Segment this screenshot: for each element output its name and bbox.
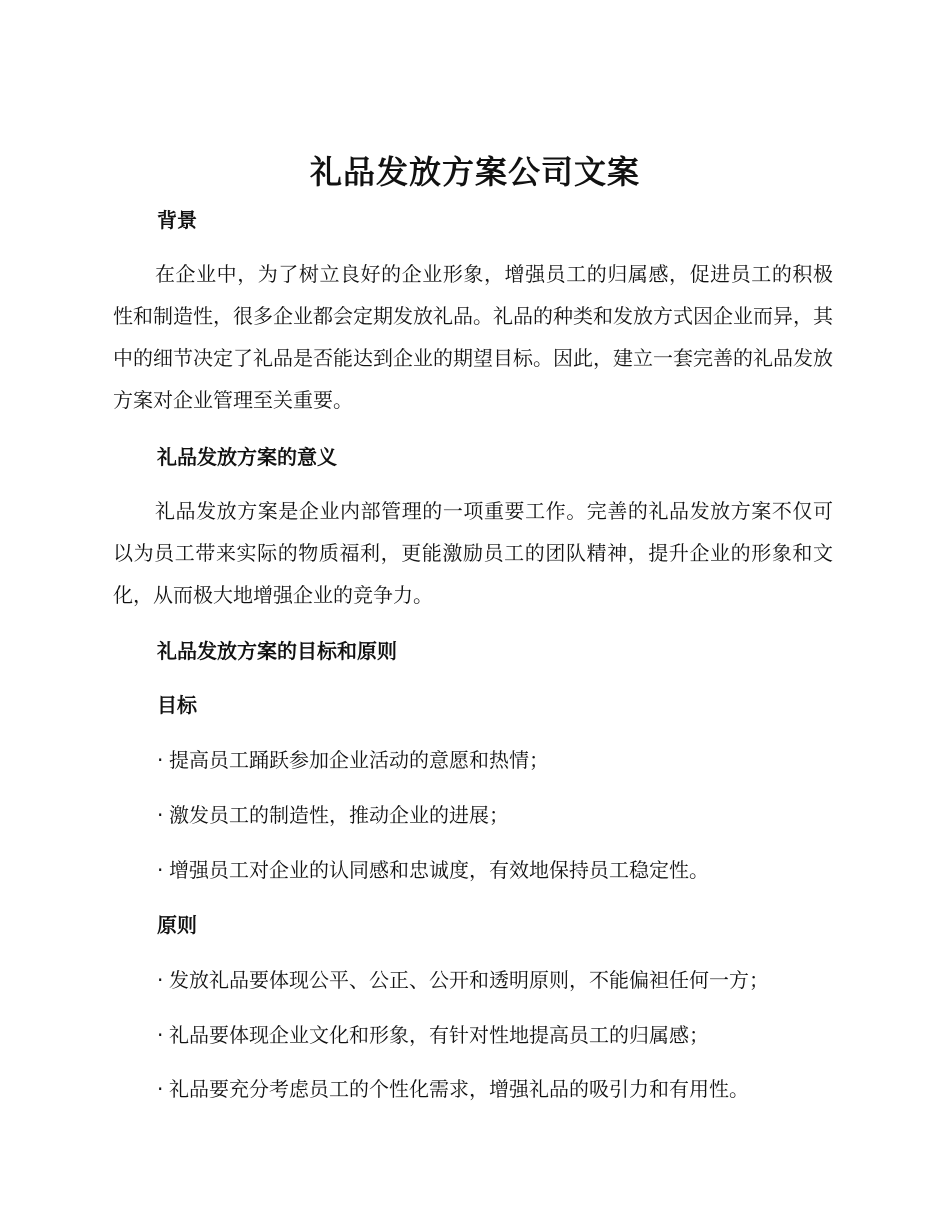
goal-text: 提高员工踊跃参加企业活动的意愿和热情； (169, 748, 549, 772)
goal-list-item (157, 746, 549, 774)
document-title: 礼品发放方案公司文案 (309, 153, 640, 191)
bullet-marker: · (157, 803, 164, 827)
bullet-marker: · (157, 1023, 164, 1047)
bullet-marker: · (157, 858, 164, 882)
bullet-marker: · (157, 748, 164, 772)
principle-text: 礼品要充分考虑员工的个性化需求，增强礼品的吸引力和有用性。 (169, 1077, 749, 1101)
bullet-marker: · (157, 968, 164, 992)
bullet-marker: · (157, 1077, 164, 1101)
principle-text: 礼品要体现企业文化和形象，有针对性地提高员工的归属感； (169, 1023, 709, 1047)
subheading-goals: 目标 (157, 693, 197, 717)
background-paragraph: 在企业中，为了树立良好的企业形象，增强员工的归属感，促进员工的积极性和制造性，很多企业都会定期发放礼品。礼品的种类和发放方式因企业而异，其中的细节决定了礼品是否能达到企业的期望目标。因此，建立一套完善的礼品发放方案对企业管理至关重要。 (113, 262, 833, 412)
principle-list-item (157, 1021, 709, 1049)
principle-list-item (157, 1075, 749, 1103)
section-heading-significance: 礼品发放方案的意义 (157, 445, 337, 469)
section-heading-background: 背景 (157, 208, 197, 232)
principle-text: 发放礼品要体现公平、公正、公开和透明原则，不能偏袒任何一方； (169, 968, 769, 992)
principle-list-item (157, 966, 769, 994)
subheading-principles: 原则 (157, 913, 197, 937)
section-heading-goals-principles: 礼品发放方案的目标和原则 (157, 639, 397, 663)
goal-text: 激发员工的制造性，推动企业的进展； (169, 803, 509, 827)
significance-paragraph: 礼品发放方案是企业内部管理的一项重要工作。完善的礼品发放方案不仅可以为员工带来实际的物质福利，更能激励员工的团队精神，提升企业的形象和文化，从而极大地增强企业的竞争力。 (113, 499, 833, 607)
goal-list-item (157, 801, 509, 829)
goal-text: 增强员工对企业的认同感和忠诚度，有效地保持员工稳定性。 (169, 858, 709, 882)
goal-list-item (157, 856, 709, 884)
